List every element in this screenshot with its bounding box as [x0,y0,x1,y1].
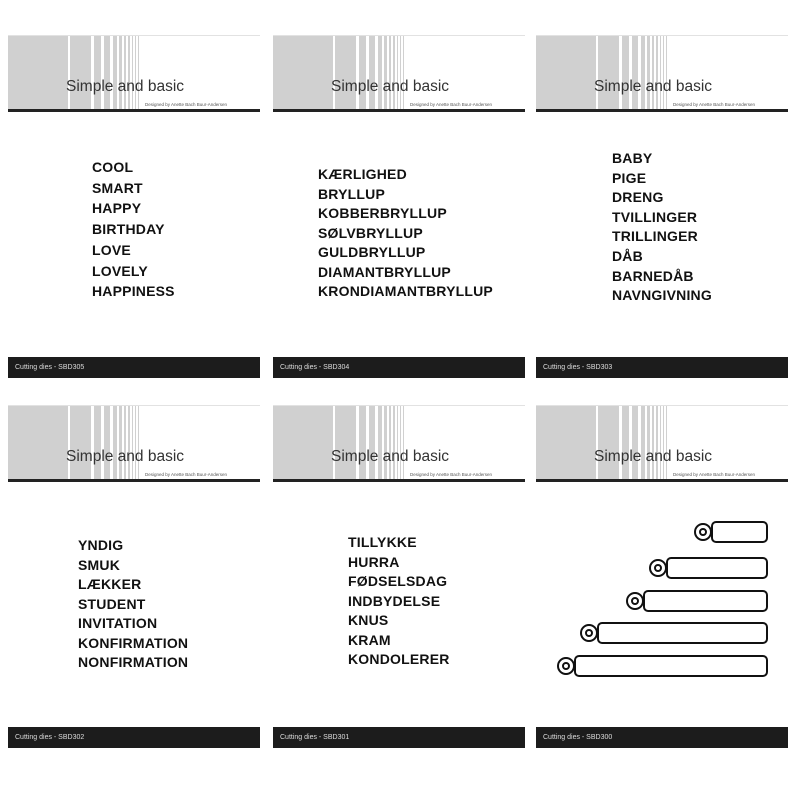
tag-hole-icon [649,559,667,577]
product-card[interactable] [273,35,525,378]
header-stripe [384,406,387,480]
header-stripe [397,406,398,480]
header-stripe [119,406,122,480]
die-word: HAPPINESS [92,283,175,300]
tag-die [643,590,768,612]
header-stripe [70,36,91,110]
die-word: KNUS [348,612,389,628]
header-stripe [369,406,375,480]
product-card[interactable] [273,405,525,748]
header-stripe [598,406,619,480]
header-rule [8,479,260,482]
header-stripe [656,406,658,480]
header-stripe [132,36,133,110]
header-stripe [8,36,68,110]
brand-title: Simple and basic [66,448,185,465]
product-card[interactable] [8,35,260,378]
header-stripe [135,406,136,480]
header-stripe [641,36,645,110]
word-list [318,165,493,302]
product-code: Cutting dies - SBD302 [15,734,85,741]
die-word: COOL [92,159,134,175]
product-card[interactable] [536,35,788,378]
header-stripe [666,36,667,110]
header-stripe [403,36,404,110]
brand-title: Simple and basic [331,448,450,465]
die-word: HAPPY [92,200,142,217]
header-stripe [138,36,139,110]
header-stripe [124,36,126,110]
header-stripe [536,406,596,480]
designer-credit: Designed by Anette Bach Buur-Andersen [673,472,756,477]
header-stripe [598,36,619,110]
die-word: KÆRLIGHED [318,166,407,182]
tag-die [711,521,768,543]
designer-credit: Designed by Anette Bach Buur-Andersen [410,102,493,107]
header-rule [536,109,788,112]
header-stripe [652,36,654,110]
tag-hole-icon [694,523,712,541]
header-stripe [641,406,645,480]
die-word: INVITATION [78,615,158,631]
card-header [536,405,788,482]
product-card[interactable] [8,405,260,748]
header-stripe [393,36,395,110]
header-stripe [647,36,650,110]
card-header [8,405,260,482]
die-word: BARNEDÅB [612,267,694,284]
header-stripe [335,36,356,110]
die-word: NAVNGIVNING [612,287,712,304]
die-word: FØDSELSDAG [348,573,448,589]
die-word: STUDENT [78,595,146,612]
brand-title: Simple and basic [594,78,713,95]
card-footer [8,357,260,378]
die-word: KRAM [348,631,391,648]
header-stripe [138,406,139,480]
product-code: Cutting dies - SBD305 [15,364,85,371]
die-word: NONFIRMATION [78,654,189,670]
product-card[interactable] [536,405,788,748]
die-word: KONFIRMATION [78,634,189,651]
tag-hole-icon [626,592,644,610]
header-stripe [104,406,110,480]
card-footer [273,357,525,378]
designer-credit: Designed by Anette Bach Buur-Andersen [145,472,228,477]
header-stripe [70,406,91,480]
die-word: BRYLLUP [318,185,385,202]
header-stripe [660,36,661,110]
die-word: YNDIG [78,537,124,553]
card-header [8,35,260,112]
header-stripe [132,406,133,480]
die-word: SØLVBRYLLUP [318,224,423,241]
header-stripe [384,36,387,110]
header-rule [8,109,260,112]
header-stripe [135,36,136,110]
die-word: HURRA [348,553,400,570]
header-stripe [647,406,650,480]
product-code: Cutting dies - SBD303 [543,364,613,371]
die-word: BABY [612,150,653,166]
header-stripe [113,406,117,480]
die-word: TILLYKKE [348,534,417,550]
designer-credit: Designed by Anette Bach Buur-Andersen [673,102,756,107]
header-stripe [397,36,398,110]
tag-hole-icon [557,657,575,675]
designer-credit: Designed by Anette Bach Buur-Andersen [410,472,493,477]
die-word: SMUK [78,556,121,573]
header-stripe [403,406,404,480]
header-stripe [622,36,629,110]
die-word: BIRTHDAY [92,221,165,238]
header-stripe [400,406,401,480]
header-stripe [632,406,638,480]
header-stripe [359,36,366,110]
card-footer [536,357,788,378]
header-stripe [124,406,126,480]
die-word: DIAMANTBRYLLUP [318,263,451,280]
header-stripe [652,406,654,480]
header-stripe [666,406,667,480]
header-stripe [400,36,401,110]
word-list [92,157,175,302]
die-word: SMART [92,179,143,196]
brand-title: Simple and basic [594,448,713,465]
die-word: LOVELY [92,262,148,279]
card-footer [273,727,525,748]
header-stripe [378,406,382,480]
card-header [273,35,525,112]
header-stripe [378,36,382,110]
header-stripe [656,36,658,110]
tag-die [666,557,768,579]
die-word: LÆKKER [78,576,142,592]
designer-credit: Designed by Anette Bach Buur-Andersen [145,102,228,107]
die-word: DÅB [612,247,643,264]
header-stripe [389,406,391,480]
tag-die [574,655,768,677]
header-rule [273,109,525,112]
card-footer [8,727,260,748]
header-stripe [119,36,122,110]
header-stripe [393,406,395,480]
header-stripe [369,36,375,110]
header-stripe [128,36,130,110]
header-stripe [359,406,366,480]
header-stripe [389,36,391,110]
die-word: PIGE [612,169,647,186]
word-list [612,149,712,306]
die-word: TVILLINGER [612,208,698,225]
card-footer [536,727,788,748]
product-code: Cutting dies - SBD304 [280,364,350,371]
die-word: KONDOLERER [348,651,450,667]
header-stripe [622,406,629,480]
card-header [273,405,525,482]
product-code: Cutting dies - SBD300 [543,734,613,741]
header-stripe [94,36,101,110]
die-word: LOVE [92,241,131,258]
header-stripe [660,406,661,480]
header-stripe [273,406,333,480]
tag-die [597,622,768,644]
die-word: DRENG [612,189,664,206]
header-stripe [663,406,664,480]
die-word: INDBYDELSE [348,592,441,609]
header-stripe [113,36,117,110]
word-list [78,536,188,673]
word-list [348,533,450,670]
header-stripe [8,406,68,480]
header-rule [273,479,525,482]
header-stripe [94,406,101,480]
header-stripe [104,36,110,110]
header-stripe [128,406,130,480]
header-stripe [335,406,356,480]
header-rule [536,479,788,482]
die-word: GULDBRYLLUP [318,244,426,260]
die-word: KOBBERBRYLLUP [318,205,447,221]
brand-title: Simple and basic [331,78,450,95]
die-word: TRILLINGER [612,228,698,245]
header-stripe [663,36,664,110]
tag-hole-icon [580,624,598,642]
brand-title: Simple and basic [66,78,185,95]
card-header [536,35,788,112]
header-stripe [536,36,596,110]
header-stripe [273,36,333,110]
die-word: KRONDIAMANTBRYLLUP [318,283,493,299]
header-stripe [632,36,638,110]
product-code: Cutting dies - SBD301 [280,734,350,741]
